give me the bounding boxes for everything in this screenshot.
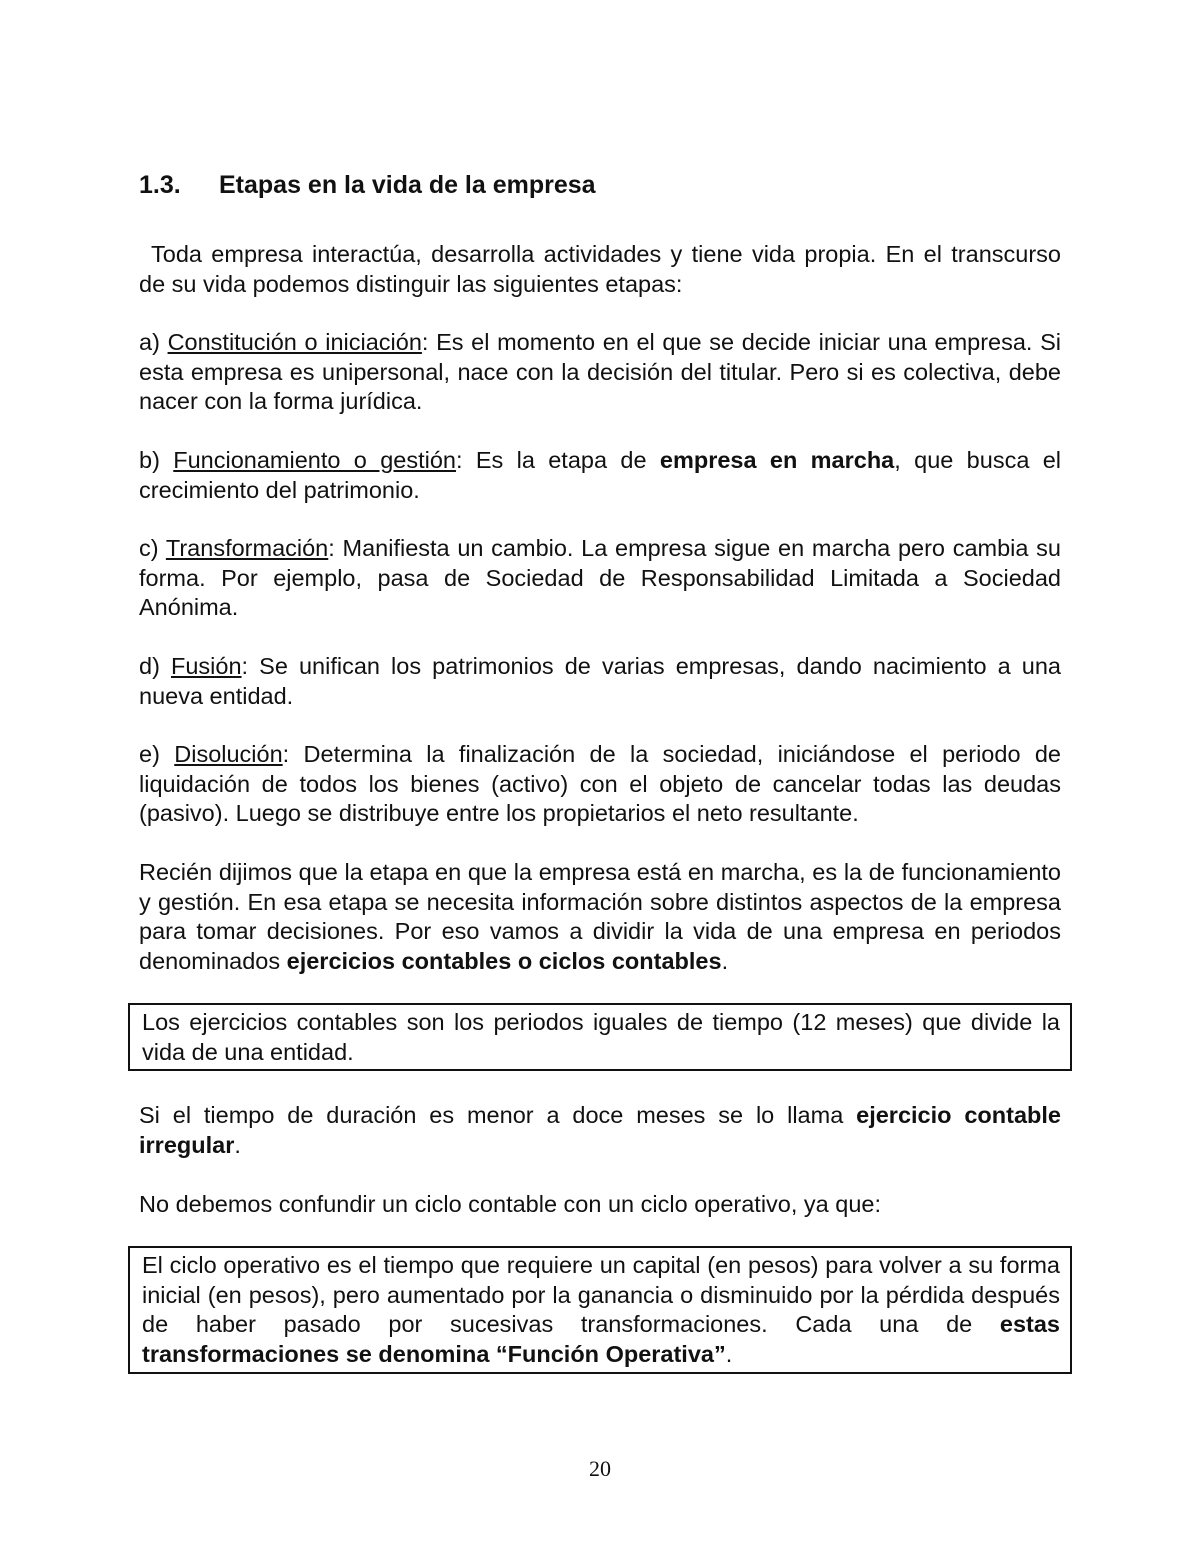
irregular-paragraph xyxy=(139,1101,1061,1160)
stage-b-sep: : xyxy=(455,446,463,473)
stage-e xyxy=(139,740,1061,829)
stage-a-term: Constitución o iniciación xyxy=(167,329,422,356)
stage-b-prefix: b) xyxy=(139,446,160,473)
irregular-text: Si el tiempo de duración es menor a doce meses se lo llama xyxy=(139,1102,857,1129)
box2-text: El ciclo operativo es el tiempo que requiere un capital (en pesos) para volver a su forma inicial (en pesos), pero aumentado por la ganancia o disminuido por la pérdida después de haber pasado por sucesivas transformaciones. Cada una de xyxy=(142,1252,1060,1338)
stage-e-term: Disolución xyxy=(174,741,283,768)
stage-b-text-before: Es la etapa de xyxy=(462,446,660,473)
stage-a-sep: : xyxy=(421,329,429,356)
stage-c-term: Transformación xyxy=(165,535,329,562)
recien-bold: ejercicios contables o ciclos contables xyxy=(286,947,722,974)
definition-box-ejercicios xyxy=(128,1003,1072,1071)
stage-c xyxy=(139,534,1061,623)
definition-box-ciclo-operativo xyxy=(128,1246,1072,1373)
box2-bold: estas transformaciones se denomina “Función Operativa” xyxy=(142,1311,1060,1368)
box1-text: Los ejercicios contables son los periodos iguales de tiempo (12 meses) que divide la vida de una entidad. xyxy=(142,1009,1060,1065)
recien-text: Recién dijimos que la etapa en que la empresa está en marcha, es la de funcionamiento y gestión. En esa etapa se necesita información sobre distintos aspectos de la empresa para tomar decisiones. Por eso vamos a dividir la vida de una empresa en periodos denominados xyxy=(139,858,1061,974)
irregular-end: . xyxy=(234,1132,241,1159)
intro-paragraph: Toda empresa interactúa, desarrolla actividades y tiene vida propia. En el transcurso de su vida podemos distinguir las siguientes etapas: xyxy=(139,241,1061,297)
stage-a-prefix: a) xyxy=(139,329,160,356)
stage-b-bold: empresa en marcha xyxy=(659,446,895,473)
recien-paragraph xyxy=(139,858,1061,976)
section-title: Etapas en la vida de la empresa xyxy=(219,171,596,199)
section-heading xyxy=(139,170,1061,200)
box2-paragraph xyxy=(142,1251,1060,1369)
page-number: 20 xyxy=(589,1456,611,1481)
stage-d xyxy=(139,652,1061,711)
stage-c-text: Manifiesta un cambio. La empresa sigue en marcha pero cambia su forma. Por ejemplo, pasa de Sociedad de Responsabilidad Limitada a Sociedad Anónima. xyxy=(139,535,1061,621)
stage-e-prefix: e) xyxy=(139,741,160,768)
stage-d-text: Se unifican los patrimonios de varias empresas, dando nacimiento a una nueva entidad. xyxy=(139,652,1062,709)
box2-end: . xyxy=(725,1341,733,1368)
stage-b-term: Funcionamiento o gestión xyxy=(173,446,456,473)
stage-d-term: Fusión xyxy=(171,652,242,679)
section-number: 1.3. xyxy=(139,171,181,199)
stage-b xyxy=(139,446,1061,505)
stage-a-text: Es el momento en el que se decide iniciar una empresa. Si esta empresa es unipersonal, nace con la decisión del titular. Pero si es colectiva, debe nacer con la forma jurídica. xyxy=(139,329,1062,415)
stage-e-text: Determina la finalización de la sociedad, iniciándose el periodo de liquidación de todos los bienes (activo) con el objeto de cancelar todas las deudas (pasivo). Luego se distribuye entre los propietarios el neto resultante. xyxy=(139,741,1061,827)
stage-a xyxy=(139,328,1061,417)
stage-c-prefix: c) xyxy=(139,535,159,562)
stage-b-text-after: , que busca el crecimiento del patrimonio. xyxy=(139,446,1062,503)
recien-end: . xyxy=(721,947,729,974)
document-page xyxy=(139,170,1061,1374)
stage-d-sep: : xyxy=(241,652,249,679)
stage-e-sep: : xyxy=(282,741,290,768)
stage-c-sep: : xyxy=(328,535,335,562)
stage-d-prefix: d) xyxy=(139,652,160,679)
confundir-paragraph: No debemos confundir un ciclo contable con un ciclo operativo, ya que: xyxy=(139,1190,882,1217)
irregular-bold: ejercicio contable irregular xyxy=(139,1102,1061,1159)
